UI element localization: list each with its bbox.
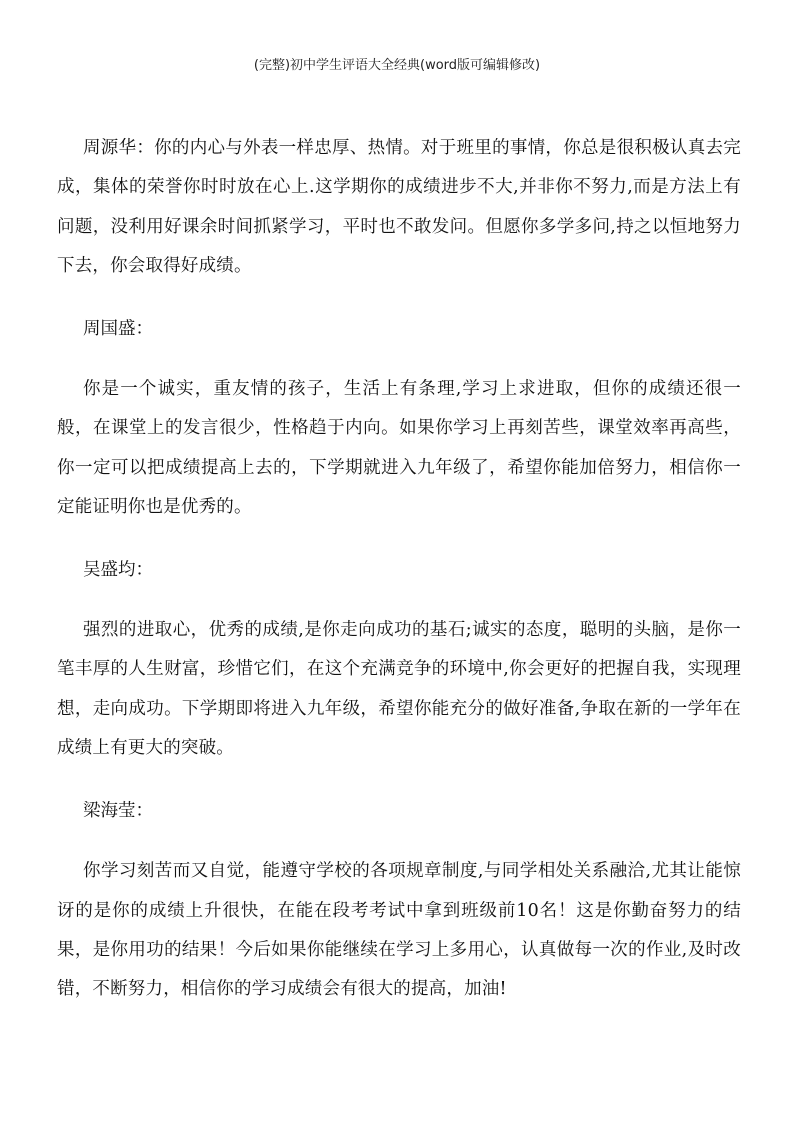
student-name-4: 梁海莹： [83,800,153,821]
student-name-2: 周国盛： [83,318,153,339]
comment-paragraph-2: 你是一个诚实，重友情的孩子，生活上有条理,学习上求进取，但你的成绩还很一般，在课堂上的发言很少，性格趋于内向。如果你学习上再刻苦些，课堂效率再高些，你一定可以把成绩提高上去的，下学期就进入九年级了，希望你能加倍努力，相信你一定能证明你也是优秀的。 [57,379,741,518]
comment-paragraph-4: 你学习刻苦而又自觉，能遵守学校的各项规章制度,与同学相处关系融洽,尤其让能惊讶的是你的成绩上升很快，在能在段考考试中拿到班级前10名！这是你勤奋努力的结果，是你用功的结果！今后如果你能继续在学习上多用心，认真做每一次的作业,及时改错，不断努力，相信你的学习成绩会有很大的提高，加油! [57,861,741,1000]
student-name-3: 吴盛均： [83,559,153,580]
comment-paragraph-1: 周源华：你的内心与外表一样忠厚、热情。对于班里的事情，你总是很积极认真去完成，集体的荣誉你时时放在心上.这学期你的成绩进步不大,并非你不努力,而是方法上有问题，没利用好课余时间抓紧学习，平时也不敢发问。但愿你多学多问,持之以恒地努力下去，你会取得好成绩。 [57,138,741,277]
comment-paragraph-3: 强烈的进取心，优秀的成绩,是你走向成功的基石;诚实的态度，聪明的头脑，是你一笔丰厚的人生财富，珍惜它们，在这个充满竞争的环境中,你会更好的把握自我，实现理想，走向成功。下学期即将进入九年级，希望你能充分的做好准备,争取在新的一学年在成绩上有更大的突破。 [57,620,741,759]
document-body [57,129,741,1010]
page-header-title: (完整)初中学生评语大全经典(word版可编辑修改) [253,58,541,73]
